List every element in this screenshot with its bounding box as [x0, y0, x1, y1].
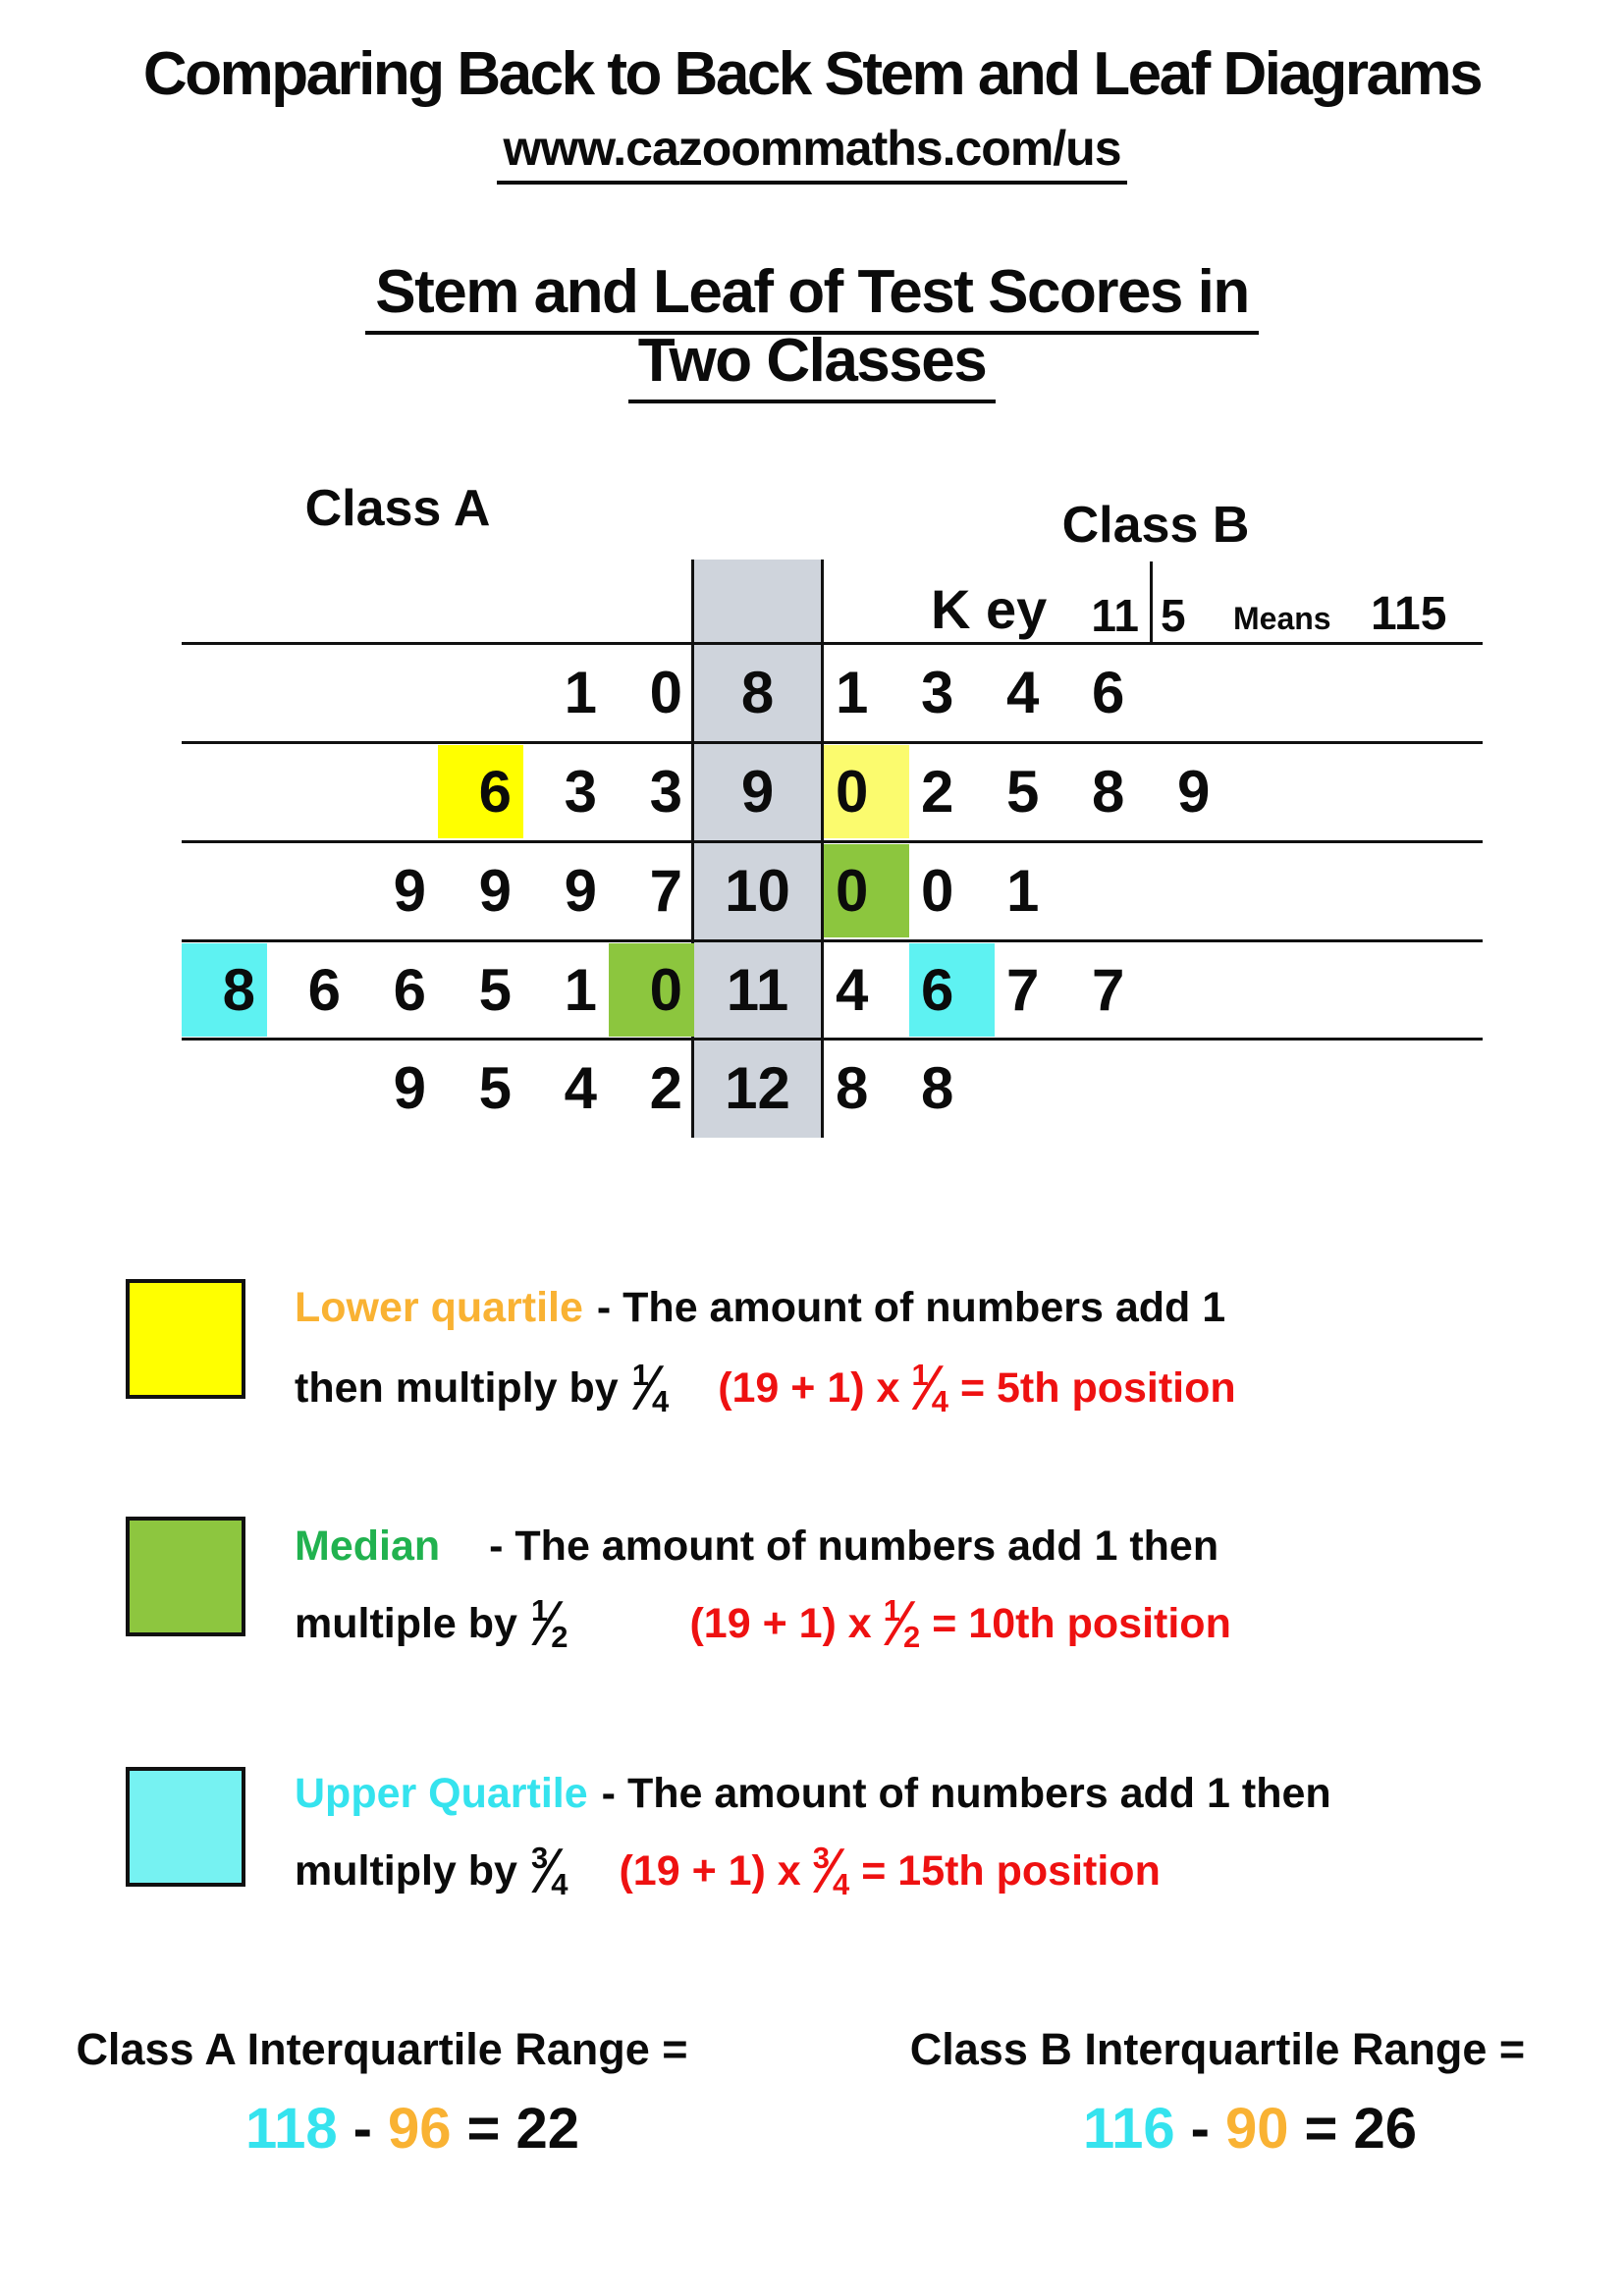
- leaf-cell: 6: [1092, 660, 1125, 725]
- lower-quartile-value: 90: [1224, 2097, 1289, 2161]
- legend-text: then multiply by: [295, 1364, 619, 1412]
- leaf-cell: 6: [478, 759, 512, 825]
- leaf-cell: 5: [1006, 759, 1040, 825]
- leaf-cell: 4: [836, 957, 869, 1023]
- summary-label-class-a: Class A Interquartile Range =: [76, 2024, 688, 2074]
- key-stem-value: 11: [1091, 590, 1139, 641]
- leaf-cell: 6: [921, 957, 954, 1023]
- legend-swatch-median: [126, 1517, 245, 1636]
- minus-sign: -: [1190, 2097, 1210, 2161]
- leaf-cell: 9: [393, 858, 426, 924]
- legend-lower-quartile-line2: [295, 1351, 1571, 1421]
- leaf-cell: 0: [649, 660, 682, 725]
- leaf-cell: 1: [836, 660, 869, 725]
- leaf-cell: 3: [921, 660, 954, 725]
- leaf-cell: 9: [393, 1055, 426, 1121]
- sheet-heading-line-1-wrap: [0, 257, 1624, 335]
- upper-quartile-value: 116: [1083, 2097, 1175, 2161]
- leaf-cell: 3: [564, 759, 597, 825]
- lower-quartile-value: 96: [387, 2097, 452, 2161]
- leaf-cell: 6: [307, 957, 341, 1023]
- site-url: www.cazoommaths.com/us: [497, 120, 1126, 185]
- stem-cell: 9: [740, 759, 775, 825]
- stem-cell: 8: [740, 660, 775, 725]
- legend-swatch-lower-quartile: [126, 1279, 245, 1399]
- key-means-value: 115: [1371, 588, 1447, 640]
- leaf-cell: 3: [649, 759, 682, 825]
- legend-title-upper-quartile: Upper Quartile: [295, 1770, 588, 1817]
- minus-sign: -: [352, 2097, 372, 2161]
- key-label: K ey: [931, 578, 1048, 640]
- leaf-cell: 0: [836, 858, 869, 924]
- leaf-cell: 9: [1177, 759, 1211, 825]
- fraction: 1 ⁄ 4: [631, 1352, 670, 1423]
- legend-text: - The amount of numbers add 1 then: [601, 1770, 1331, 1817]
- legend-text: multiply by: [295, 1847, 517, 1895]
- leaf-cell: 6: [393, 957, 426, 1023]
- leaf-cell: 4: [1006, 660, 1040, 725]
- legend-formula: (19 + 1) x 3 ⁄ 4 = 15th position: [619, 1835, 1161, 1906]
- leaf-cell: 8: [921, 1055, 954, 1121]
- legend-formula: (19 + 1) x 1 ⁄ 4 = 5th position: [718, 1352, 1236, 1423]
- iqr-result: = 22: [466, 2097, 579, 2161]
- stem-cell: 10: [725, 858, 790, 924]
- leaf-cell: 5: [478, 1055, 512, 1121]
- leaf-cell: 7: [1092, 957, 1125, 1023]
- iqr-result: = 26: [1304, 2097, 1417, 2161]
- iqr-equation-class-a: [29, 2096, 795, 2162]
- legend-median-line2: [295, 1586, 1571, 1657]
- leaf-cell: 2: [921, 759, 954, 825]
- stem-cell: 12: [725, 1055, 790, 1121]
- leaf-cell: 2: [649, 1055, 682, 1121]
- legend-title-lower-quartile: Lower quartile: [295, 1284, 583, 1331]
- leaf-cell: 0: [921, 858, 954, 924]
- fraction: 1 ⁄ 2: [883, 1587, 921, 1659]
- legend-swatch-upper-quartile: [126, 1767, 245, 1887]
- fraction: 1 ⁄ 4: [911, 1352, 948, 1423]
- legend-text: - The amount of numbers add 1 then: [489, 1522, 1219, 1570]
- class-b-label: Class B: [1061, 497, 1250, 554]
- leaf-cell: 8: [222, 957, 255, 1023]
- leaf-cell: 4: [564, 1055, 597, 1121]
- leaf-cell: 7: [649, 858, 682, 924]
- leaf-cell: 0: [649, 957, 682, 1023]
- class-a-label: Class A: [304, 480, 491, 537]
- legend-lower-quartile-line1: [295, 1278, 1571, 1337]
- legend-text: - The amount of numbers add 1: [596, 1284, 1226, 1331]
- legend-median-line1: [295, 1517, 1571, 1575]
- leaf-cell: 9: [564, 858, 597, 924]
- legend-upper-quartile-line2: [295, 1834, 1571, 1904]
- legend-text: multiple by: [295, 1600, 517, 1647]
- key-leaf-value: 5: [1161, 590, 1186, 641]
- sheet-heading-line-1: Stem and Leaf of Test Scores in: [365, 257, 1258, 335]
- stem-cell: 11: [726, 957, 789, 1023]
- fraction: 3 ⁄ 4: [530, 1835, 568, 1906]
- upper-quartile-value: 118: [245, 2097, 338, 2161]
- leaf-cell: 8: [1092, 759, 1125, 825]
- leaf-cell: 9: [478, 858, 512, 924]
- leaf-cell: 7: [1006, 957, 1040, 1023]
- leaf-cell: 1: [564, 660, 597, 725]
- fraction: 3 ⁄ 4: [812, 1835, 850, 1906]
- sheet-heading-line-2: Two Classes: [628, 326, 997, 403]
- sheet-heading-line-2-wrap: [0, 326, 1624, 403]
- summary-label-class-b: Class B Interquartile Range =: [909, 2024, 1526, 2074]
- iqr-equation-class-b: [867, 2096, 1624, 2162]
- leaf-cell: 1: [1006, 858, 1040, 924]
- page-title: Comparing Back to Back Stem and Leaf Diagrams: [142, 40, 1482, 108]
- leaf-cell: 1: [564, 957, 597, 1023]
- leaf-cell: 5: [478, 957, 512, 1023]
- legend-upper-quartile-line1: [295, 1764, 1571, 1823]
- legend-formula: (19 + 1) x 1 ⁄ 2 = 10th position: [689, 1587, 1231, 1659]
- leaf-cell: 8: [836, 1055, 869, 1121]
- site-url-wrap: [0, 120, 1624, 185]
- leaf-cell: 0: [836, 759, 869, 825]
- key-divider-line: [1150, 561, 1153, 642]
- legend-title-median: Median: [295, 1522, 441, 1570]
- fraction: 1 ⁄ 2: [530, 1587, 568, 1659]
- key-means-label: Means: [1233, 601, 1331, 636]
